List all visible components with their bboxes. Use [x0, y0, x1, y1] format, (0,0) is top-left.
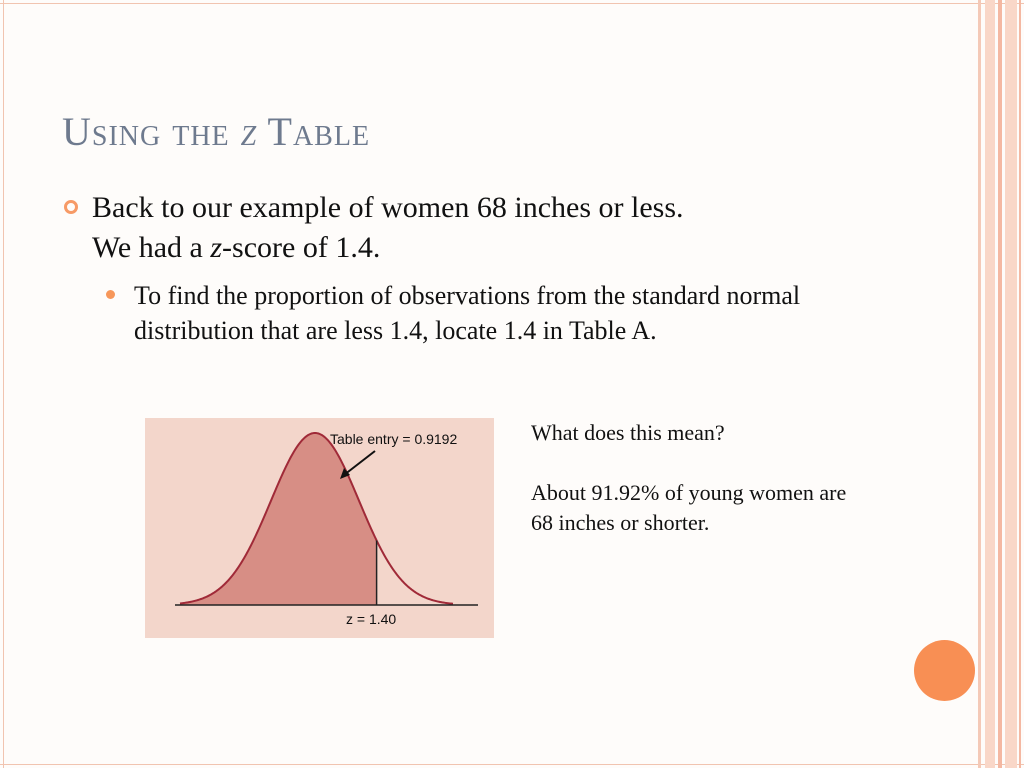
- question-text: What does this mean?: [531, 420, 725, 445]
- bullet-main-z: z: [210, 231, 223, 264]
- bullet-dot-icon: [106, 290, 115, 299]
- bullet-ring-icon: [64, 200, 78, 214]
- decor-circle: [914, 640, 975, 701]
- title-part1: Using the: [62, 109, 230, 154]
- decor-stripe: [1005, 0, 1017, 768]
- z-label: z = 1.40: [346, 611, 397, 627]
- decor-stripe: [978, 0, 981, 768]
- normal-curve-svg: [145, 418, 494, 638]
- title-z: z: [240, 109, 258, 154]
- decor-stripe: [985, 0, 995, 768]
- title-part2: Table: [267, 109, 371, 154]
- decor-stripe: [1019, 0, 1021, 768]
- table-entry-label: Table entry = 0.9192: [330, 431, 458, 447]
- explanation-text: [531, 418, 861, 538]
- frame-line-bottom: [0, 764, 1024, 765]
- bullet-sub: To find the proportion of observations from the standard normal distribution that are less 1.4, locate 1.4 in Table A.: [134, 281, 801, 345]
- bullet-main: [92, 188, 872, 268]
- frame-line-left: [3, 0, 4, 768]
- bullet-main-line2-pre: We had a: [92, 231, 203, 264]
- decor-stripe: [998, 0, 1002, 768]
- frame-line-top: [0, 3, 1024, 4]
- answer-text: About 91.92% of young women are 68 inches or shorter.: [531, 480, 847, 535]
- bullet-main-line1: Back to our example of women 68 inches or less.: [92, 191, 684, 224]
- bullet-main-line2-post: -score of 1.4.: [222, 231, 381, 264]
- slide-title: [62, 108, 370, 155]
- normal-curve-figure: [145, 418, 494, 638]
